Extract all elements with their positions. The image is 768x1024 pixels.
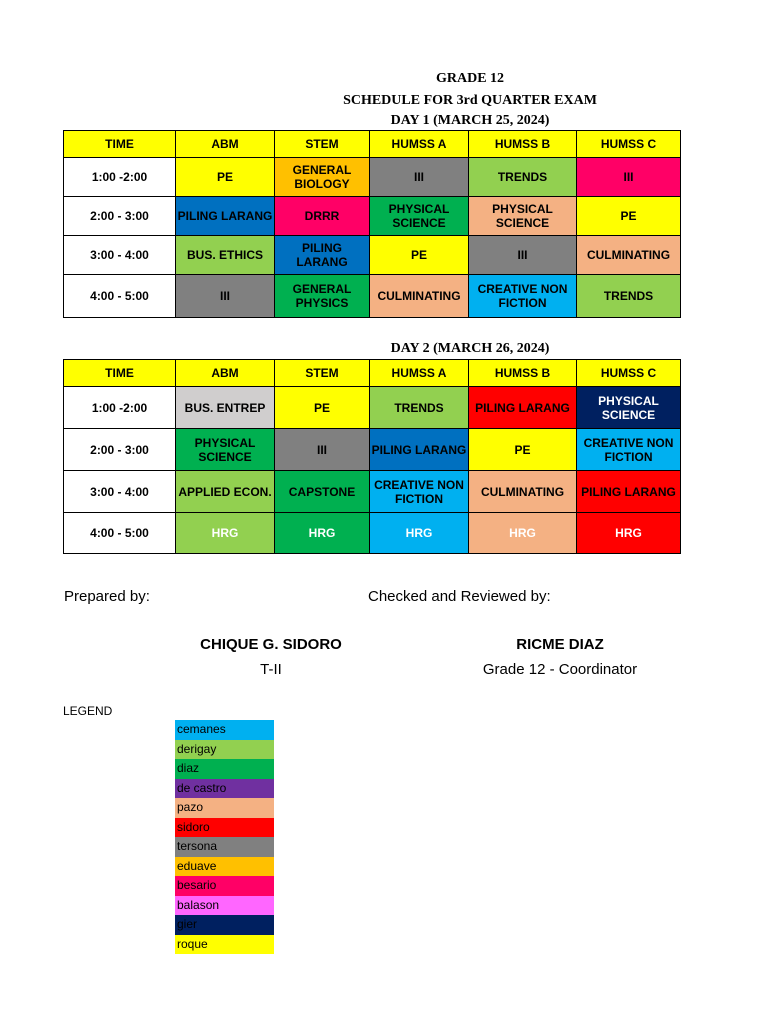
column-header: HUMSS B	[469, 131, 577, 158]
subject-cell: BUS. ENTREP	[176, 387, 275, 429]
column-header: HUMSS A	[370, 131, 469, 158]
column-header: HUMSS A	[370, 360, 469, 387]
reviewer-name: RICME DIAZ	[516, 636, 604, 653]
table-row	[64, 513, 681, 554]
legend-item: de castro	[175, 779, 274, 799]
subject-cell: BUS. ETHICS	[176, 236, 275, 275]
subject-cell: HRG	[577, 513, 681, 554]
subject-cell: PILING LARANG	[275, 236, 370, 275]
column-header: TIME	[64, 131, 176, 158]
subject-cell: PE	[275, 387, 370, 429]
column-header: STEM	[275, 360, 370, 387]
column-header: HUMSS C	[577, 131, 681, 158]
subject-cell: III	[370, 158, 469, 197]
column-header: HUMSS C	[577, 360, 681, 387]
day2-heading: DAY 2 (MARCH 26, 2024)	[390, 341, 550, 356]
time-slot-cell: 2:00 - 3:00	[64, 197, 176, 236]
subject-cell: PILING LARANG	[469, 387, 577, 429]
column-header: ABM	[176, 360, 275, 387]
legend-item: besario	[175, 876, 274, 896]
legend-item: cemanes	[175, 720, 274, 740]
doc-title-grade: GRADE 12	[435, 71, 505, 86]
table-row	[64, 158, 681, 197]
subject-cell: PHYSICAL SCIENCE	[370, 197, 469, 236]
reviewer-title: Grade 12 - Coordinator	[482, 661, 638, 678]
column-header: ABM	[176, 131, 275, 158]
subject-cell: HRG	[275, 513, 370, 554]
subject-cell: GENERAL BIOLOGY	[275, 158, 370, 197]
legend-item: balason	[175, 896, 274, 916]
subject-cell: CAPSTONE	[275, 471, 370, 513]
table-row	[64, 197, 681, 236]
time-slot-cell: 1:00 -2:00	[64, 387, 176, 429]
subject-cell: III	[469, 236, 577, 275]
subject-cell: CREATIVE NON FICTION	[469, 275, 577, 318]
table-row	[64, 429, 681, 471]
legend-item: derigay	[175, 740, 274, 760]
subject-cell: III	[275, 429, 370, 471]
subject-cell: APPLIED ECON.	[176, 471, 275, 513]
subject-cell: TRENDS	[577, 275, 681, 318]
subject-cell: CULMINATING	[370, 275, 469, 318]
column-header: STEM	[275, 131, 370, 158]
table-row	[64, 471, 681, 513]
subject-cell: HRG	[370, 513, 469, 554]
legend-item: roque	[175, 935, 274, 955]
subject-cell: III	[577, 158, 681, 197]
subject-cell: PE	[370, 236, 469, 275]
legend-item: diaz	[175, 759, 274, 779]
subject-cell: PHYSICAL SCIENCE	[469, 197, 577, 236]
legend-item: eduave	[175, 857, 274, 877]
legend-title: LEGEND	[63, 704, 113, 718]
subject-cell: PE	[577, 197, 681, 236]
legend-item: sidoro	[175, 818, 274, 838]
subject-cell: TRENDS	[370, 387, 469, 429]
legend-item: pazo	[175, 798, 274, 818]
subject-cell: CREATIVE NON FICTION	[370, 471, 469, 513]
time-slot-cell: 3:00 - 4:00	[64, 236, 176, 275]
legend-item: gier	[175, 915, 274, 935]
preparer-name: CHIQUE G. SIDORO	[200, 636, 342, 653]
subject-cell: HRG	[469, 513, 577, 554]
day2-header-row	[64, 360, 681, 387]
table-row	[64, 387, 681, 429]
table-row	[64, 236, 681, 275]
column-header: TIME	[64, 360, 176, 387]
subject-cell: PE	[469, 429, 577, 471]
subject-cell: CULMINATING	[469, 471, 577, 513]
legend-item: tersona	[175, 837, 274, 857]
time-slot-cell: 4:00 - 5:00	[64, 513, 176, 554]
table-row	[64, 275, 681, 318]
time-slot-cell: 4:00 - 5:00	[64, 275, 176, 318]
subject-cell: PHYSICAL SCIENCE	[577, 387, 681, 429]
prepared-by-label: Prepared by:	[64, 588, 150, 605]
subject-cell: PILING LARANG	[176, 197, 275, 236]
subject-cell: DRRR	[275, 197, 370, 236]
checked-by-label: Checked and Reviewed by:	[368, 588, 551, 605]
doc-title-schedule: SCHEDULE FOR 3rd QUARTER EXAM	[343, 93, 597, 108]
subject-cell: GENERAL PHYSICS	[275, 275, 370, 318]
subject-cell: PHYSICAL SCIENCE	[176, 429, 275, 471]
day1-schedule-table	[63, 130, 681, 318]
subject-cell: CULMINATING	[577, 236, 681, 275]
day1-heading: DAY 1 (MARCH 25, 2024)	[390, 113, 550, 128]
preparer-title: T-II	[260, 661, 282, 678]
subject-cell: III	[176, 275, 275, 318]
subject-cell: PILING LARANG	[370, 429, 469, 471]
subject-cell: HRG	[176, 513, 275, 554]
legend-list	[175, 720, 274, 954]
time-slot-cell: 2:00 - 3:00	[64, 429, 176, 471]
day2-schedule-table	[63, 359, 681, 554]
subject-cell: PILING LARANG	[577, 471, 681, 513]
time-slot-cell: 3:00 - 4:00	[64, 471, 176, 513]
subject-cell: TRENDS	[469, 158, 577, 197]
column-header: HUMSS B	[469, 360, 577, 387]
subject-cell: PE	[176, 158, 275, 197]
subject-cell: CREATIVE NON FICTION	[577, 429, 681, 471]
time-slot-cell: 1:00 -2:00	[64, 158, 176, 197]
day1-header-row	[64, 131, 681, 158]
